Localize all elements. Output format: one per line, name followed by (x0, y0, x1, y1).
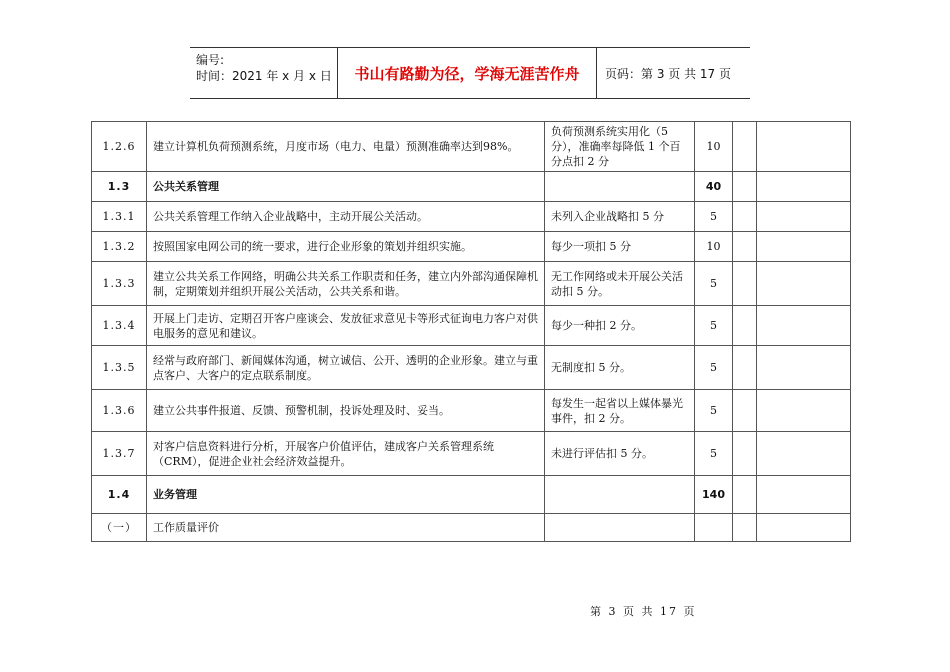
row-content: 工作质量评价 (147, 514, 545, 542)
table-row (92, 476, 851, 514)
row-score: 5 (695, 202, 733, 232)
page-label: 页码：第 3 页 共 17 页 (605, 66, 731, 81)
row-code: 1.4 (92, 476, 147, 514)
motto: 书山有路勤为径，学海无涯苦作舟 (338, 48, 597, 98)
row-blank-a (733, 306, 757, 346)
row-code: 1.3.6 (92, 390, 147, 432)
row-content: 经常与政府部门、新闻媒体沟通，树立诚信、公开、透明的企业形象。建立与重点客户、大客户的定点联系制度。 (147, 346, 545, 390)
row-blank-b (757, 202, 851, 232)
table-row (92, 514, 851, 542)
table-row (92, 346, 851, 390)
row-content: 开展上门走访、定期召开客户座谈会、发放征求意见卡等形式征询电力客户对供电服务的意见和建议。 (147, 306, 545, 346)
row-score: 5 (695, 346, 733, 390)
row-code: 1.3.1 (92, 202, 147, 232)
time-label: 时间：2021 年 x 月 x 日 (196, 69, 332, 83)
row-content: 建立公共关系工作网络，明确公共关系工作职责和任务，建立内外部沟通保障机制，定期策划并组织开展公关活动，公共关系和谐。 (147, 262, 545, 306)
row-code: 1.3.3 (92, 262, 147, 306)
row-blank-a (733, 172, 757, 202)
row-criteria: 无制度扣 5 分。 (545, 346, 695, 390)
row-blank-a (733, 390, 757, 432)
table-row (92, 262, 851, 306)
table-row (92, 390, 851, 432)
header-meta (190, 48, 338, 98)
row-score: 5 (695, 262, 733, 306)
row-blank-b (757, 122, 851, 172)
table-row (92, 306, 851, 346)
row-criteria (545, 476, 695, 514)
row-score (695, 514, 733, 542)
row-score: 140 (695, 476, 733, 514)
row-blank-b (757, 232, 851, 262)
row-content: 业务管理 (147, 476, 545, 514)
row-score: 10 (695, 122, 733, 172)
row-criteria: 无工作网络或未开展公关活动扣 5 分。 (545, 262, 695, 306)
row-criteria: 未进行评估扣 5 分。 (545, 432, 695, 476)
row-criteria: 负荷预测系统实用化（5分），准确率每降低 1 个百分点扣 2 分 (545, 122, 695, 172)
row-score: 5 (695, 432, 733, 476)
table-row (92, 232, 851, 262)
row-code: 1.3.7 (92, 432, 147, 476)
row-code: 1.2.6 (92, 122, 147, 172)
row-content: 公共关系管理工作纳入企业战略中，主动开展公关活动。 (147, 202, 545, 232)
row-blank-a (733, 476, 757, 514)
row-code: 1.3.4 (92, 306, 147, 346)
row-score: 5 (695, 390, 733, 432)
row-criteria: 每少一项扣 5 分 (545, 232, 695, 262)
row-blank-b (757, 346, 851, 390)
row-score: 10 (695, 232, 733, 262)
row-content: 按照国家电网公司的统一要求，进行企业形象的策划并组织实施。 (147, 232, 545, 262)
page-header (190, 47, 750, 99)
row-blank-a (733, 202, 757, 232)
row-content: 建立公共事件报道、反馈、预警机制，投诉处理及时、妥当。 (147, 390, 545, 432)
row-code: 1.3.2 (92, 232, 147, 262)
number-label: 编号: (196, 53, 225, 67)
row-code: 1.3.5 (92, 346, 147, 390)
row-blank-b (757, 172, 851, 202)
row-content: 公共关系管理 (147, 172, 545, 202)
row-criteria: 每发生一起省以上媒体暴光事件，扣 2 分。 (545, 390, 695, 432)
row-blank-b (757, 390, 851, 432)
row-blank-b (757, 514, 851, 542)
row-criteria: 每少一种扣 2 分。 (545, 306, 695, 346)
row-blank-a (733, 232, 757, 262)
row-blank-b (757, 476, 851, 514)
row-content: 建立计算机负荷预测系统，月度市场（电力、电量）预测准确率达到98%。 (147, 122, 545, 172)
row-content: 对客户信息资料进行分析，开展客户价值评估，建成客户关系管理系统（CRM），促进企业社会经济效益提升。 (147, 432, 545, 476)
row-code: （一） (92, 514, 147, 542)
row-blank-b (757, 306, 851, 346)
row-code: 1.3 (92, 172, 147, 202)
row-blank-b (757, 262, 851, 306)
row-criteria (545, 172, 695, 202)
row-blank-a (733, 346, 757, 390)
table-row (92, 172, 851, 202)
row-blank-a (733, 514, 757, 542)
row-blank-a (733, 262, 757, 306)
table-row (92, 202, 851, 232)
row-blank-b (757, 432, 851, 476)
row-blank-a (733, 122, 757, 172)
row-score: 40 (695, 172, 733, 202)
row-score: 5 (695, 306, 733, 346)
row-blank-a (733, 432, 757, 476)
table-row (92, 432, 851, 476)
page-footer: 第 3 页 共 17 页 (590, 605, 697, 618)
table-row (92, 122, 851, 172)
row-criteria (545, 514, 695, 542)
evaluation-table (91, 121, 851, 542)
row-criteria: 未列入企业战略扣 5 分 (545, 202, 695, 232)
